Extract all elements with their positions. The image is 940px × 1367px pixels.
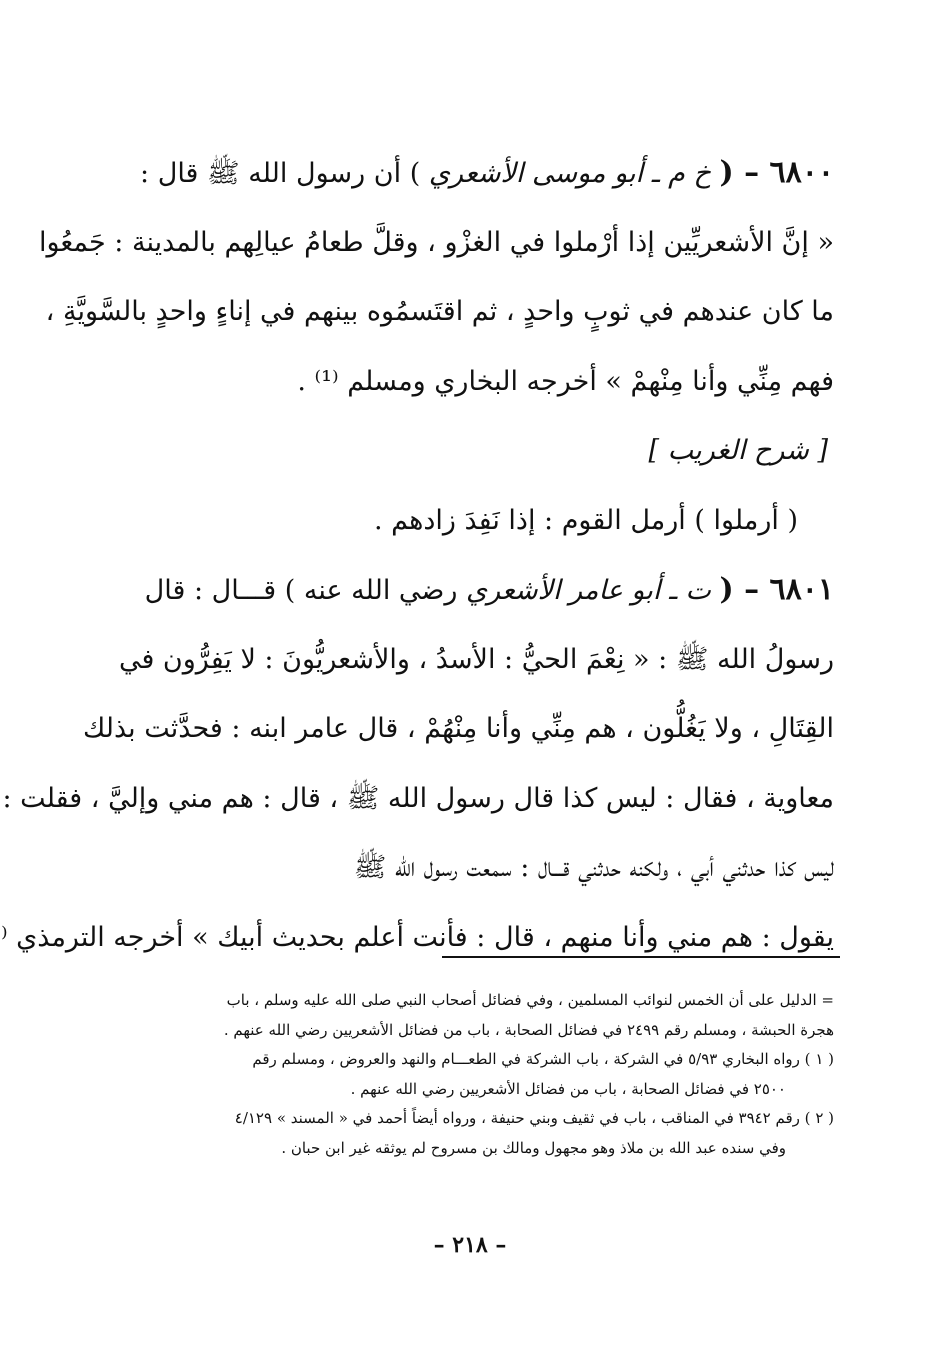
hadith-6800-line-1 bbox=[104, 138, 834, 208]
hadith-6800-line-4: فهم مِنِّي وأنا مِنْهمْ » أخرجه البخاري ومسلم ⁽¹⁾ . bbox=[297, 365, 834, 397]
footnote-1-line-2: ٢٥٠٠ في فضائل الصحابة ، باب من فضائل الأشعريين رضي الله عنهم . bbox=[350, 1079, 786, 1098]
hadith-6800-intro: ) أن رسول الله ﷺ قال : bbox=[140, 158, 421, 189]
hadith-6801-line-4: معاوية ، فقال : ليس كذا قال رسول الله ﷺ ، قال : هم مني وإليَّ ، فقلت : bbox=[2, 782, 834, 814]
footnote-divider bbox=[442, 956, 840, 958]
hadith-6801-line-5: ليس كذا حدثني أبي ، ولكنه حدثني قـــال : سمعت رسول الله ﷺ bbox=[353, 852, 834, 883]
hadith-6801-line-2: رسولُ الله ﷺ : « نِعْمَ الحيُّ : الأسدُ ، والأشعريُّونَ : لا يَفِرُّون في bbox=[118, 643, 834, 675]
page-number: – ٢١٨ – bbox=[433, 1232, 507, 1258]
sharh-heading-line bbox=[104, 416, 834, 486]
hadith-6800-line-2: « إنَّ الأشعريِّين إذا أرْملوا في الغزْو ، وقلَّ طعامُ عيالِهم بالمدينة : جَمعُوا bbox=[38, 226, 834, 258]
hadith-6800-number: ٦٨٠٠ – ( bbox=[719, 155, 834, 190]
hadith-6800-line-3: ما كان عندهم في ثوبٍ واحدٍ ، ثم اقتَسمُوه بينهم في إناءٍ واحدٍ بالسَّويَّةِ ، bbox=[45, 296, 834, 327]
hadith-6801-intro: رضي الله عنه ) قـــال : قال bbox=[144, 575, 458, 606]
footnote-1-line-1: ( ١ ) رواه البخاري ٥/٩٣ في الشركة ، باب الشركة في الطعـــام والنهد والعروض ، ومسلم رقم bbox=[252, 1050, 834, 1068]
footnotes-block bbox=[104, 986, 834, 1163]
hadith-6801-source: ت ـ أبو عامر الأشعري bbox=[457, 575, 720, 606]
sharh-heading: [ شرح الغريب ] bbox=[648, 435, 828, 466]
hadith-6801-line-1 bbox=[104, 555, 834, 625]
footnote-2-line-1: ( ٢ ) رقم ٣٩٤٢ في المناقب ، باب في ثقيف وبني حنيفة ، ورواه أيضاً أحمد في « المسند » ٤/١٢٩ bbox=[234, 1109, 834, 1127]
hadith-6801-line-3: القِتَالِ ، ولا يَغُلُّون ، هم مِنِّي وأنا مِنْهُمْ ، قال عامر ابنه : فحدَّثت بذلك bbox=[83, 713, 834, 744]
footnote-continuation-line-2: هجرة الحبشة ، ومسلم رقم ٢٤٩٩ في فضائل الصحابة ، باب من فضائل الأشعريين رضي الله عنهم . bbox=[223, 1020, 834, 1039]
main-text-block bbox=[0, 138, 834, 972]
hadith-6801-number: ٦٨٠١ – ( bbox=[719, 572, 834, 607]
hadith-6801-line-6: يقول : هم مني وأنا منهم ، قال : فأنت أعلم بحديث أبيك » أخرجه الترمذي ⁽ bbox=[0, 921, 834, 953]
footnote-2-line-2: وفي سنده عبد الله بن ملاذ وهو مجهول ومالك بن مسروح لم يوثقه غير ابن حبان . bbox=[281, 1138, 786, 1157]
sharh-definition: ( أرملوا ) أرمل القوم : إذا نَفِدَ زادهم . bbox=[373, 504, 798, 536]
hadith-6800-source: خ م ـ أبو موسى الأشعري bbox=[420, 158, 720, 189]
footnote-continuation-line-1: = الدليل على أن الخمس لنوائب المسلمين ، وفي فضائل أصحاب النبي صلى الله عليه وسلم ، باب bbox=[226, 991, 834, 1009]
